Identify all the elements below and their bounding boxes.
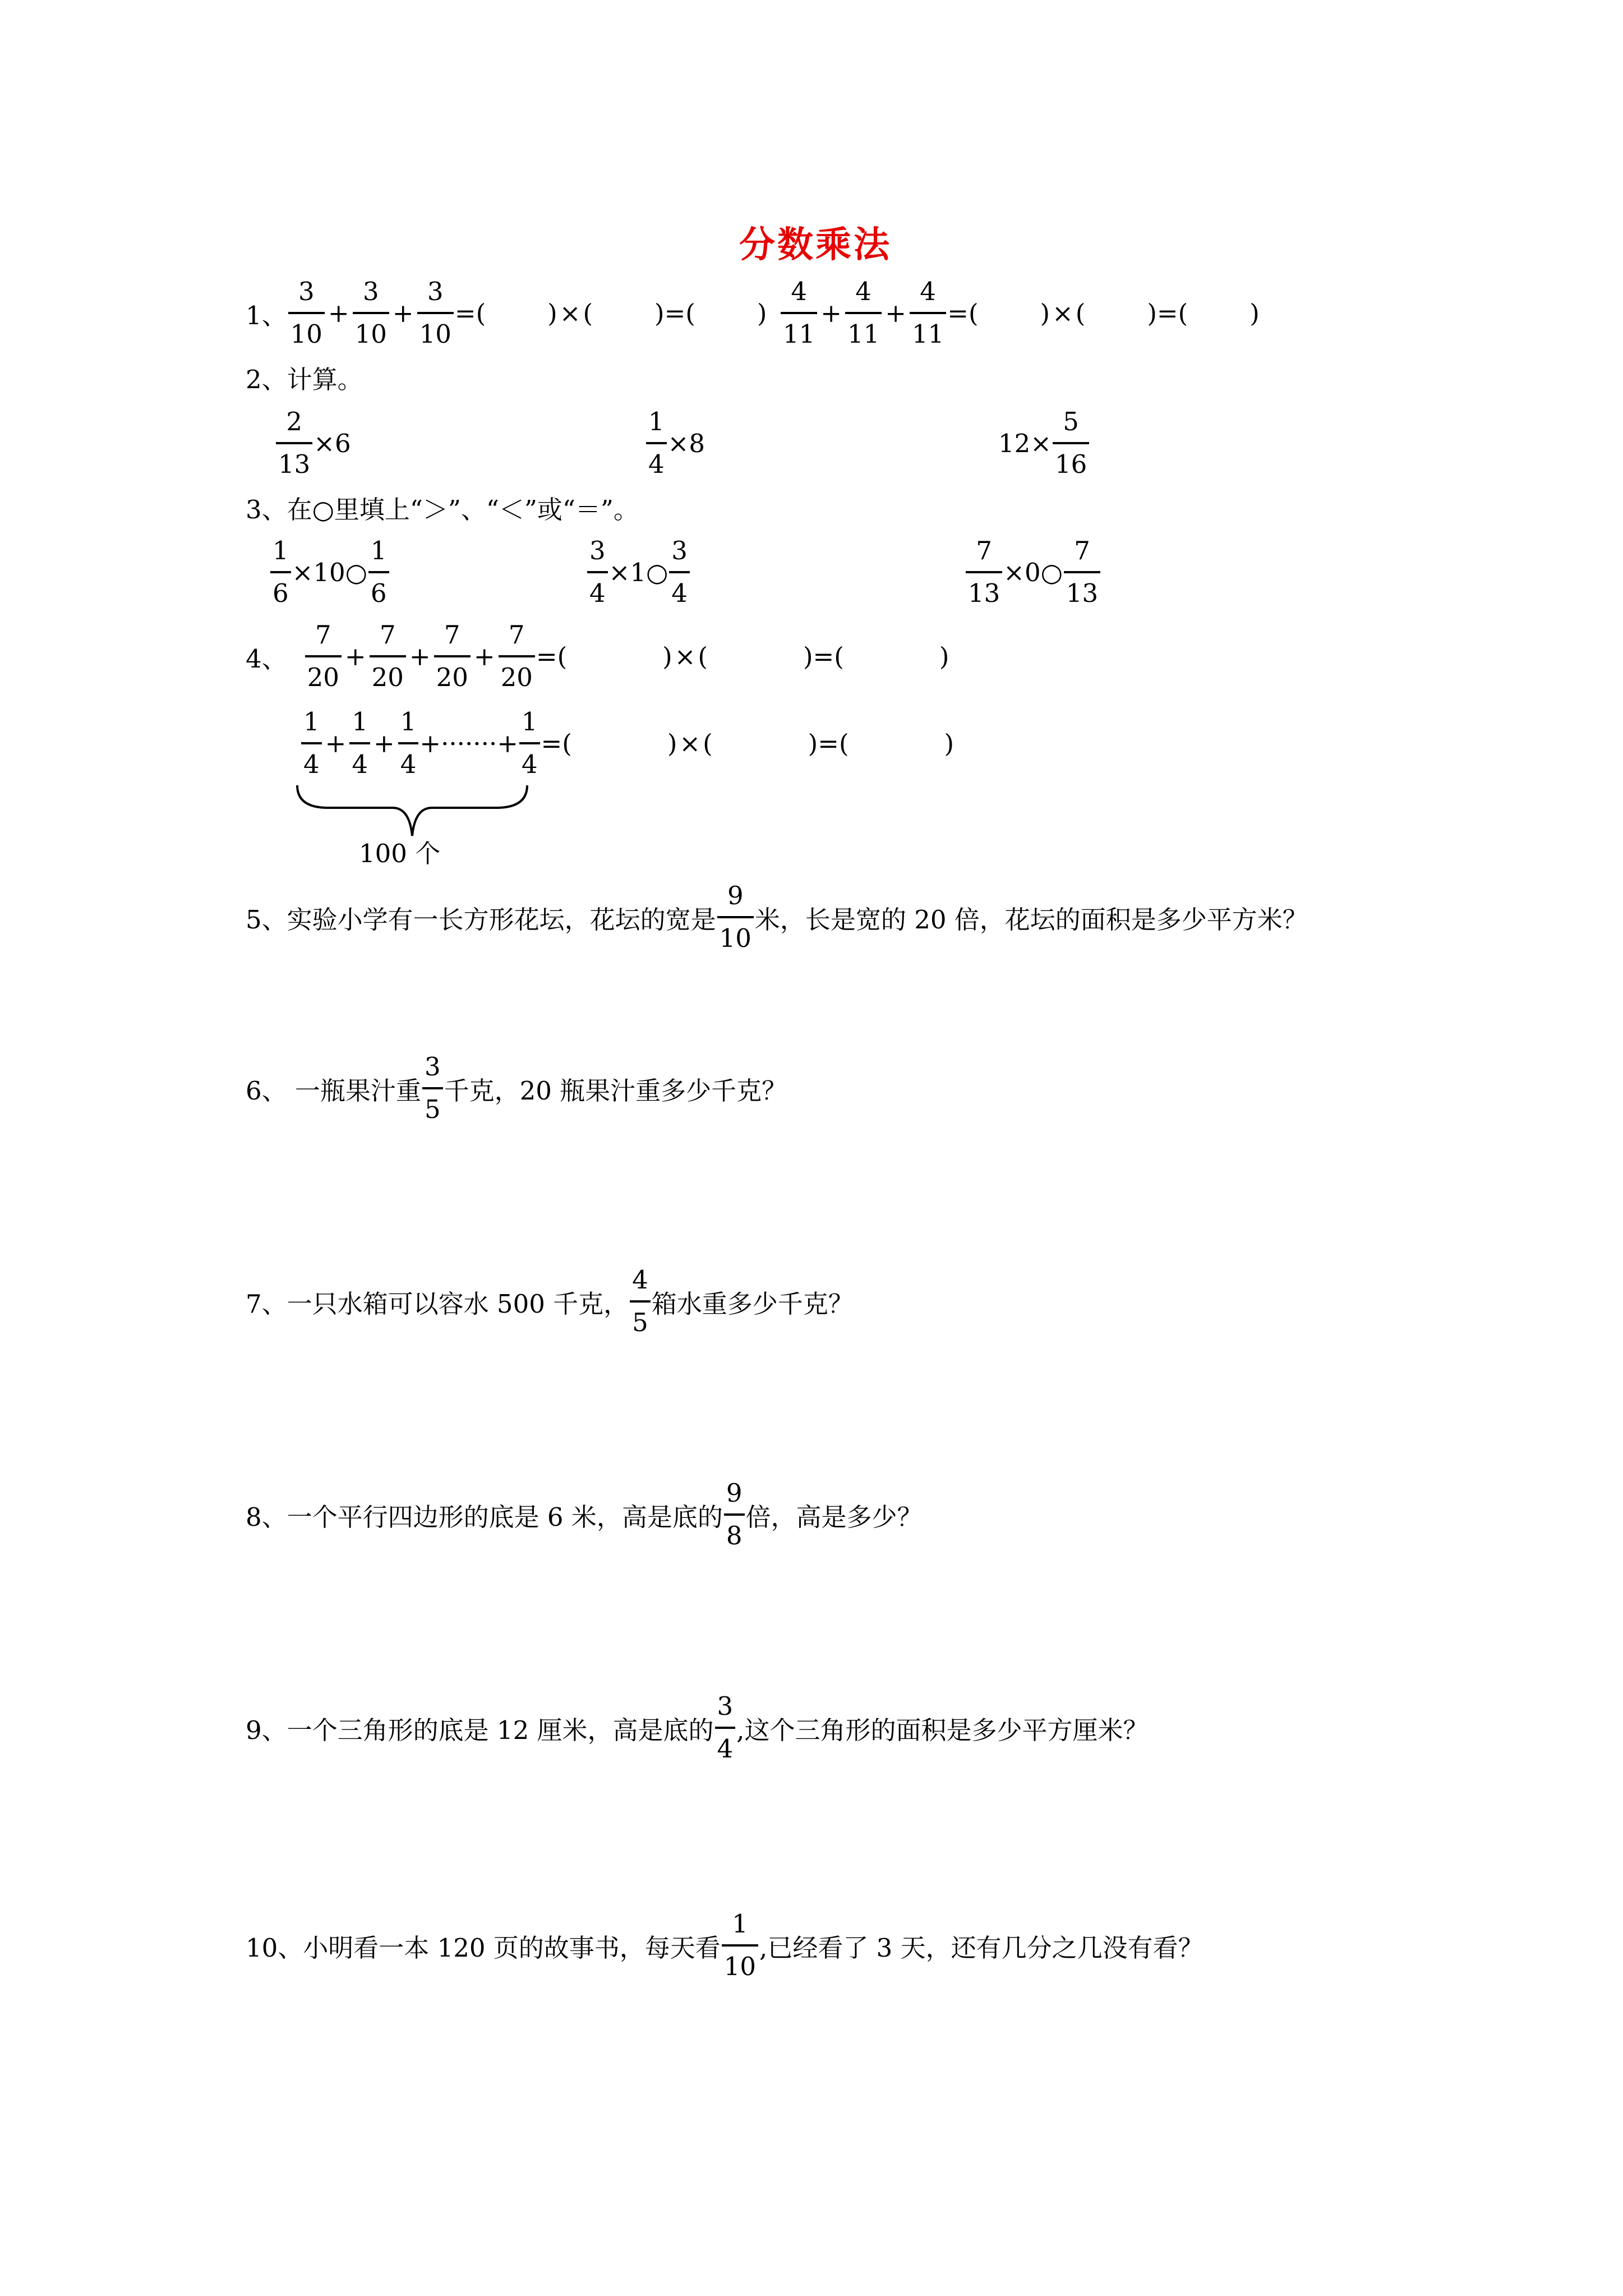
times-sign: × (559, 298, 581, 328)
plus-sign: + (325, 728, 347, 758)
open-paren: ( (562, 728, 572, 758)
fraction: $\frac{2}{13}$ (276, 402, 312, 485)
q10-text-post: ,已经看了 3 天，还有几分之几没有看？ (759, 1932, 1204, 1963)
expr-pre: 12× (998, 428, 1052, 458)
times-sign: × (1052, 298, 1073, 328)
question-6 (246, 1038, 787, 1139)
question-8 (246, 1464, 923, 1565)
equals-sign: = (947, 298, 969, 328)
close-paren: ) (944, 728, 955, 758)
q6-text-post: 千克，20 瓶果汁重多少千克？ (444, 1075, 787, 1106)
fraction: $\frac{3}{4}$ (669, 531, 690, 614)
q5-text-pre: 5、实验小学有一长方形花坛，花坛的宽是 (246, 904, 716, 935)
q4-label: 4、 (246, 643, 287, 674)
fraction: $\frac{4}{11}$ (781, 272, 817, 355)
open-paren: ( (685, 298, 695, 328)
open-paren: ( (834, 641, 844, 671)
plus-sign: + (409, 641, 431, 671)
q2-expr-2 (645, 393, 705, 494)
q6-text-pre: 6、 一瓶果汁重 (246, 1075, 421, 1106)
q10-text-pre: 10、小明看一本 120 页的故事书，每天看 (246, 1932, 721, 1963)
fraction: $\frac{1}{10}$ (722, 1904, 758, 1987)
open-paren: ( (1075, 298, 1086, 328)
plus-sign: + (820, 298, 842, 328)
q9-text-post: ,这个三角形的面积是多少平方厘米？ (736, 1715, 1149, 1745)
close-paren: ) (757, 298, 767, 328)
fraction: $\frac{3}{10}$ (417, 272, 454, 355)
open-paren: ( (698, 641, 708, 671)
fraction: $\frac{7}{20}$ (499, 615, 535, 698)
question-5 (246, 867, 1308, 968)
ellipsis-plus: +·······+ (419, 728, 518, 758)
open-paren: ( (968, 298, 979, 328)
question-9 (246, 1677, 1148, 1778)
close-paren: ) (667, 728, 677, 758)
question-2-text: 2、计算。 (246, 365, 363, 394)
open-paren: ( (703, 728, 713, 758)
fraction: $\frac{3}{10}$ (288, 272, 325, 355)
question-7 (246, 1251, 854, 1352)
fraction: $\frac{1}{4}$ (519, 702, 540, 785)
close-paren: ) (808, 728, 818, 758)
close-paren: ) (654, 298, 665, 328)
question-4 (246, 606, 949, 707)
close-paren: ) (1147, 298, 1157, 328)
compare-circle: ×0○ (1003, 557, 1063, 587)
question-3-text: 3、在○里填上“＞”、“＜”或“＝”。 (246, 495, 639, 524)
fraction: $\frac{7}{13}$ (1064, 531, 1100, 614)
question-1 (246, 263, 767, 364)
fraction: $\frac{1}{4}$ (646, 402, 667, 485)
fraction: $\frac{5}{16}$ (1053, 402, 1089, 485)
fraction: $\frac{1}{4}$ (349, 702, 370, 785)
q8-text-post: 倍，高是多少？ (745, 1502, 923, 1532)
equals-sign: = (541, 728, 562, 758)
close-paren: ) (803, 641, 813, 671)
close-paren: ) (1249, 298, 1260, 328)
plus-sign: + (885, 298, 906, 328)
q9-text-pre: 9、一个三角形的底是 12 厘米，高是底的 (246, 1715, 714, 1745)
plus-sign: + (374, 728, 395, 758)
times-sign: × (679, 728, 701, 758)
fraction: $\frac{7}{20}$ (434, 615, 471, 698)
compare-circle: ×10○ (292, 557, 367, 587)
close-paren: ) (939, 641, 949, 671)
question-10 (246, 1895, 1204, 1996)
open-paren: ( (583, 298, 593, 328)
plus-sign: + (328, 298, 349, 328)
open-paren: ( (476, 298, 486, 328)
q3-expr-3 (965, 522, 1101, 623)
fraction: $\frac{1}{4}$ (398, 702, 419, 785)
expr-rest: ×8 (667, 428, 705, 458)
compare-circle: ×1○ (608, 557, 668, 587)
fraction: $\frac{7}{20}$ (305, 615, 342, 698)
page-title: 分数乘法 (739, 224, 892, 266)
fraction: $\frac{3}{4}$ (715, 1686, 736, 1769)
q1-label: 1、 (246, 300, 287, 330)
equals-sign: = (536, 641, 557, 671)
fraction: $\frac{1}{4}$ (301, 702, 322, 785)
equals-sign: = (454, 298, 476, 328)
fraction: $\frac{3}{4}$ (587, 531, 608, 614)
q8-text-pre: 8、一个平行四边形的底是 6 米，高是底的 (246, 1502, 723, 1532)
question-4-part-2 (300, 693, 954, 794)
close-paren: ) (662, 641, 672, 671)
q2-expr-3 (998, 393, 1090, 494)
q7-text-post: 箱水重多少千克？ (651, 1289, 854, 1319)
equals-sign: = (1156, 298, 1178, 328)
fraction: $\frac{4}{11}$ (910, 272, 946, 355)
plus-sign: + (473, 641, 495, 671)
fraction: $\frac{4}{5}$ (630, 1260, 651, 1343)
close-paren: ) (1040, 298, 1050, 328)
open-paren: ( (557, 641, 568, 671)
equals-sign: = (818, 728, 839, 758)
equals-sign: = (813, 641, 834, 671)
fraction: $\frac{1}{6}$ (368, 531, 389, 614)
fraction: $\frac{1}{6}$ (270, 531, 291, 614)
q5-text-post: 米，长是宽的 20 倍，花坛的面积是多少平方米？ (754, 904, 1308, 935)
question-1-part-2 (780, 263, 1260, 364)
fraction: $\frac{7}{13}$ (966, 531, 1002, 614)
fraction: $\frac{4}{11}$ (845, 272, 882, 355)
times-sign: × (674, 641, 696, 671)
expr-rest: ×6 (313, 428, 351, 458)
brace-count-label: 100 个 (359, 839, 441, 868)
fraction: $\frac{9}{10}$ (717, 876, 754, 959)
fraction: $\frac{3}{10}$ (353, 272, 389, 355)
fraction: $\frac{3}{5}$ (422, 1047, 443, 1130)
plus-sign: + (344, 641, 366, 671)
q7-text-pre: 7、一只水箱可以容水 500 千克， (246, 1289, 629, 1319)
equals-sign: = (664, 298, 686, 328)
open-paren: ( (1178, 298, 1188, 328)
fraction: $\frac{9}{8}$ (724, 1473, 745, 1556)
close-paren: ) (547, 298, 557, 328)
fraction: $\frac{7}{20}$ (370, 615, 406, 698)
open-paren: ( (838, 728, 849, 758)
q2-expr-1 (275, 393, 351, 494)
plus-sign: + (392, 298, 414, 328)
